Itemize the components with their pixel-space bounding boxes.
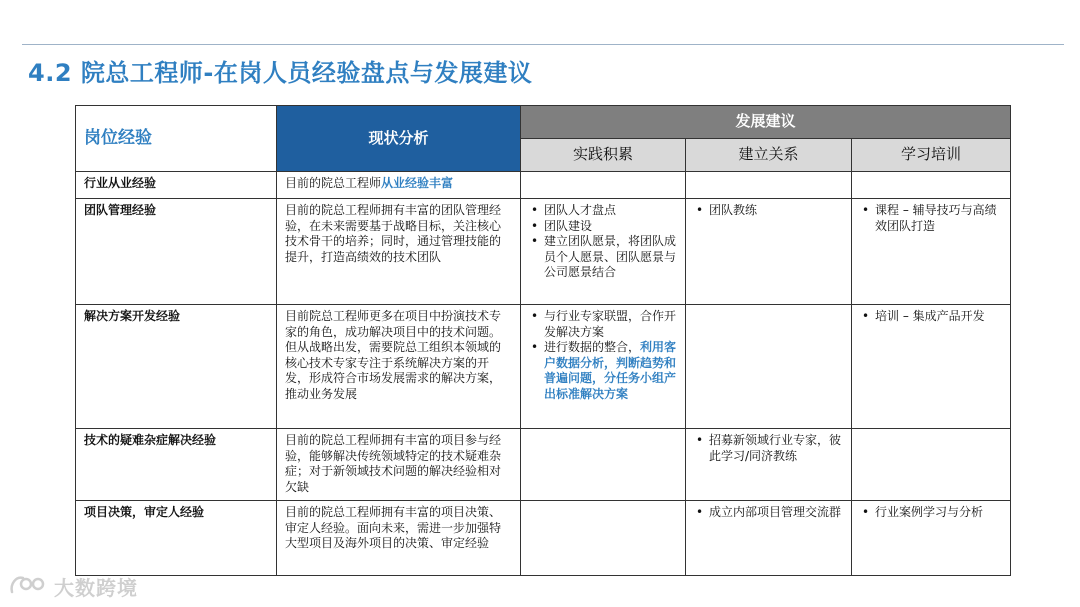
relation-cell (686, 305, 852, 429)
table-row (76, 429, 1011, 501)
header-status: 现状分析 (277, 106, 521, 172)
list-item: • 招募新领域行业专家，彼此学习/同济教练 (692, 433, 845, 464)
list-item-highlight: 利用客户数据分析，判断趋势和普遍问题，分任务小组产出标准解决方案 (544, 340, 677, 401)
header-practice: 实践积累 (521, 139, 686, 172)
status-text: 目前的院总工程师 (285, 176, 382, 190)
list-item: • 建立团队愿景，将团队成员个人愿景、团队愿景与公司愿景结合 (527, 234, 679, 281)
status-cell (277, 172, 521, 199)
experience-cell: 解决方案开发经验 (76, 305, 277, 429)
experience-cell: 团队管理经验 (76, 199, 277, 305)
header-training: 学习培训 (852, 139, 1011, 172)
list-item: • 成立内部项目管理交流群 (692, 505, 845, 521)
list-item: • 团队人才盘点 (527, 203, 679, 219)
list-item: • 与行业专家联盟，合作开发解决方案 (527, 309, 679, 340)
experience-cell: 技术的疑难杂症解决经验 (76, 429, 277, 501)
brand-icon (8, 572, 48, 600)
relation-list (692, 433, 845, 464)
status-cell: 目前的院总工程师拥有丰富的团队管理经验，在未来需要基于战略目标，关注核心技术骨干的培养；同时，通过管理技能的提升，打造高绩效的技术团队 (277, 199, 521, 305)
relation-cell (686, 199, 852, 305)
list-item: • 课程 – 辅导技巧与高绩效团队打造 (858, 203, 1004, 234)
relation-cell (686, 429, 852, 501)
practice-cell (521, 305, 686, 429)
top-divider (22, 44, 1064, 45)
list-item-text: 进行数据的整合， (544, 340, 641, 354)
table-row (76, 305, 1011, 429)
relation-cell (686, 501, 852, 576)
training-cell (852, 172, 1011, 199)
training-cell (852, 199, 1011, 305)
experience-cell: 行业从业经验 (76, 172, 277, 199)
list-item: • 团队建设 (527, 219, 679, 235)
list-item (527, 340, 679, 402)
status-cell: 目前的院总工程师拥有丰富的项目决策、审定人经验。面向未来，需进一步加强特大型项目及海外项目的决策、审定经验 (277, 501, 521, 576)
header-development: 发展建议 (521, 106, 1011, 139)
relation-cell (686, 172, 852, 199)
training-cell (852, 429, 1011, 501)
practice-cell (521, 172, 686, 199)
practice-cell (521, 199, 686, 305)
practice-list (527, 203, 679, 281)
practice-cell (521, 429, 686, 501)
training-cell (852, 501, 1011, 576)
status-highlight: 从业经验丰富 (381, 176, 454, 190)
training-cell (852, 305, 1011, 429)
relation-list (692, 203, 845, 219)
training-list (858, 203, 1004, 234)
table-row (76, 199, 1011, 305)
development-table (75, 105, 1011, 576)
list-item: • 行业案例学习与分析 (858, 505, 1004, 521)
relation-list (692, 505, 845, 521)
watermark-text: 大数跨境 (54, 575, 138, 600)
table-row (76, 172, 1011, 199)
list-item: • 培训 – 集成产品开发 (858, 309, 1004, 325)
header-relation: 建立关系 (686, 139, 852, 172)
status-cell: 目前的院总工程师拥有丰富的项目参与经验，能够解决传统领域特定的技术疑难杂症；对于新领域技术问题的解决经验相对欠缺 (277, 429, 521, 501)
table-row (76, 501, 1011, 576)
header-experience: 岗位经验 (76, 106, 277, 172)
training-list (858, 309, 1004, 325)
table-header-row (76, 106, 1011, 139)
training-list (858, 505, 1004, 521)
watermark-logo (8, 570, 138, 602)
page-title: 4.2 院总工程师-在岗人员经验盘点与发展建议 (28, 59, 533, 87)
experience-cell: 项目决策，审定人经验 (76, 501, 277, 576)
practice-cell (521, 501, 686, 576)
list-item: • 团队教练 (692, 203, 845, 219)
practice-list (527, 309, 679, 402)
status-cell: 目前院总工程师更多在项目中扮演技术专家的角色，成功解决项目中的技术问题。但从战略出发，需要院总工组织本领域的核心技术专家专注于系统解决方案的开发，形成符合市场发展需求的解决方案，推动业务发展 (277, 305, 521, 429)
